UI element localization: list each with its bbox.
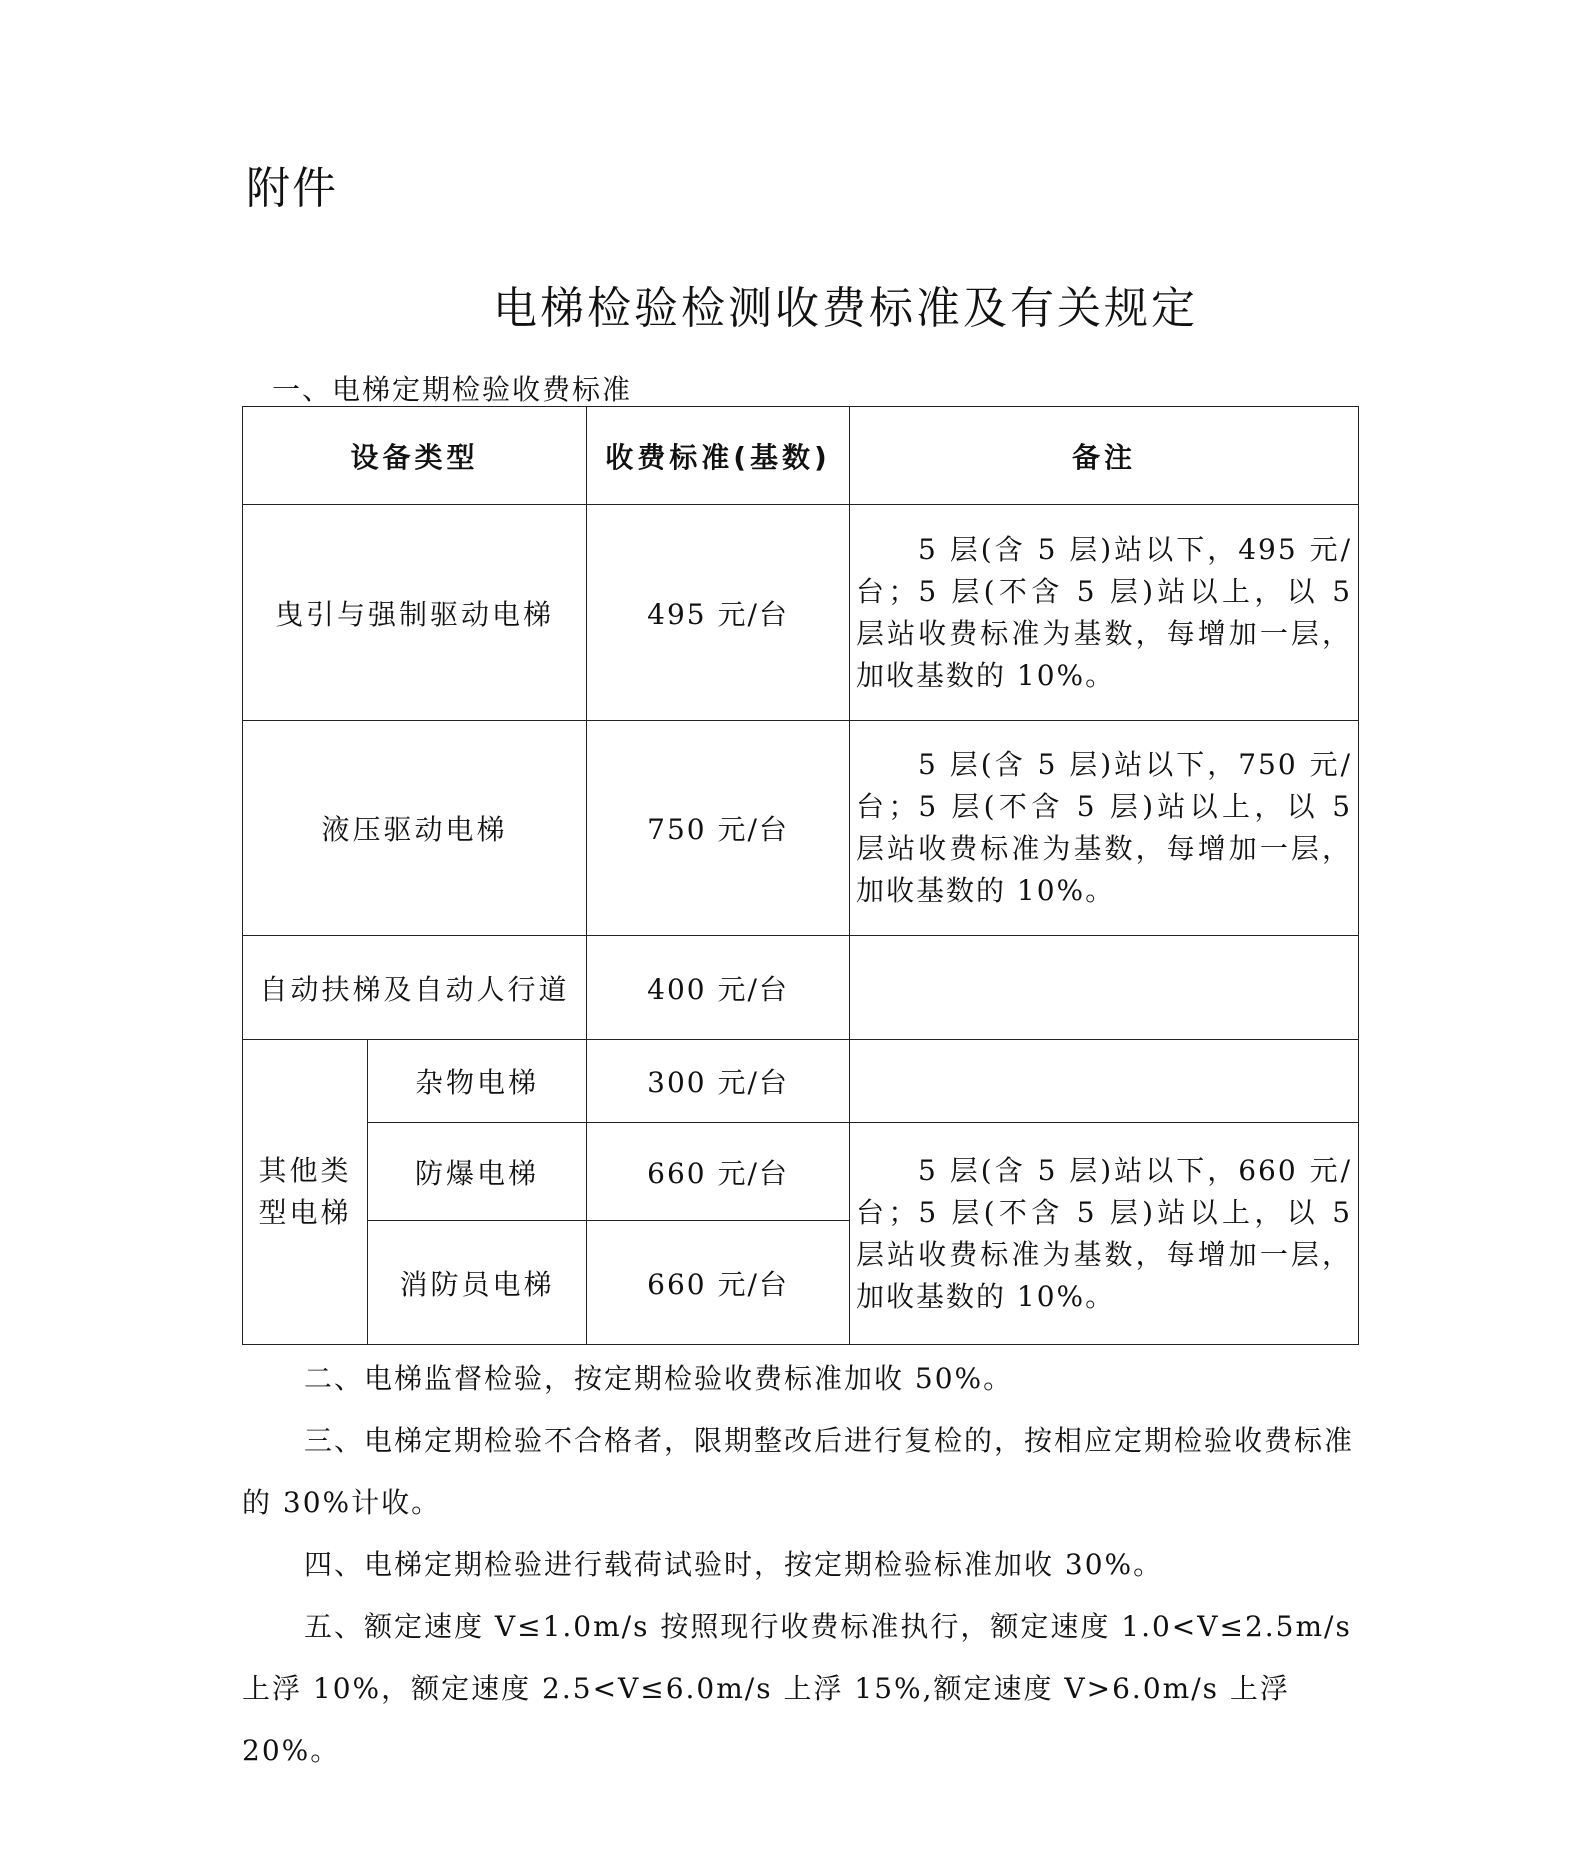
fee-cell: 300 元/台 [587,1040,850,1123]
table-row [243,1040,1359,1123]
device-type-cell: 杂物电梯 [368,1040,587,1123]
device-type-cell: 防爆电梯 [368,1123,587,1221]
fee-cell: 750 元/台 [587,721,850,936]
device-type-cell: 液压驱动电梯 [243,721,587,936]
table-row [243,721,1359,936]
paragraph-load-test: 四、电梯定期检验进行载荷试验时，按定期检验标准加收 30%。 [304,1548,1164,1581]
other-types-label: 其他类型电梯 [258,1154,352,1229]
paragraph-speed: 五、额定速度 V≤1.0m/s 按照现行收费标准执行，额定速度 1.0<V≤2.5m/s 上浮 10%，额定速度 2.5<V≤6.0m/s 上浮 15%,额定速度 V>6.0m/s 上浮 20%。 [242,1610,1352,1767]
fee-cell: 660 元/台 [587,1123,850,1221]
fee-cell: 495 元/台 [587,505,850,721]
fee-table [242,406,1359,1345]
attachment-label: 附件 [246,163,338,214]
table-row [243,505,1359,721]
document-title: 电梯检验检测收费标准及有关规定 [493,283,1198,334]
remark-text: 5 层(含 5 层)站以下，750 元/台；5 层(不含 5 层)站以上，以 5 层站收费标准为基数，每增加一层，加收基数的 10%。 [856,748,1353,907]
device-type-cell: 自动扶梯及自动人行道 [243,936,587,1040]
header-device-type: 设备类型 [243,407,587,505]
header-fee-standard: 收费标准(基数) [587,407,850,505]
remark-cell [850,1040,1359,1123]
remark-cell [850,721,1359,936]
fee-cell: 660 元/台 [587,1221,850,1345]
remark-cell [850,936,1359,1040]
other-types-group-cell [243,1040,368,1345]
table-header-row [243,407,1359,505]
table-row [243,1123,1359,1221]
remark-text: 5 层(含 5 层)站以下，495 元/台；5 层(不含 5 层)站以上，以 5 层站收费标准为基数，每增加一层，加收基数的 10%。 [856,532,1353,692]
remark-text: 5 层(含 5 层)站以下，660 元/台；5 层(不含 5 层)站以上，以 5 层站收费标准为基数，每增加一层，加收基数的 10%。 [856,1153,1353,1313]
fee-cell: 400 元/台 [587,936,850,1040]
section-heading-1: 一、电梯定期检验收费标准 [272,373,633,406]
device-type-cell: 消防员电梯 [368,1221,587,1345]
header-remarks: 备注 [850,407,1359,505]
device-type-cell: 曳引与强制驱动电梯 [243,505,587,721]
paragraph-supervision: 二、电梯监督检验，按定期检验收费标准加收 50%。 [304,1362,1014,1395]
remark-cell [850,505,1359,721]
paragraph-reinspection: 三、电梯定期检验不合格者，限期整改后进行复检的，按相应定期检验收费标准的 30%计收。 [242,1424,1355,1519]
remark-cell [850,1123,1359,1345]
table-row [243,936,1359,1040]
